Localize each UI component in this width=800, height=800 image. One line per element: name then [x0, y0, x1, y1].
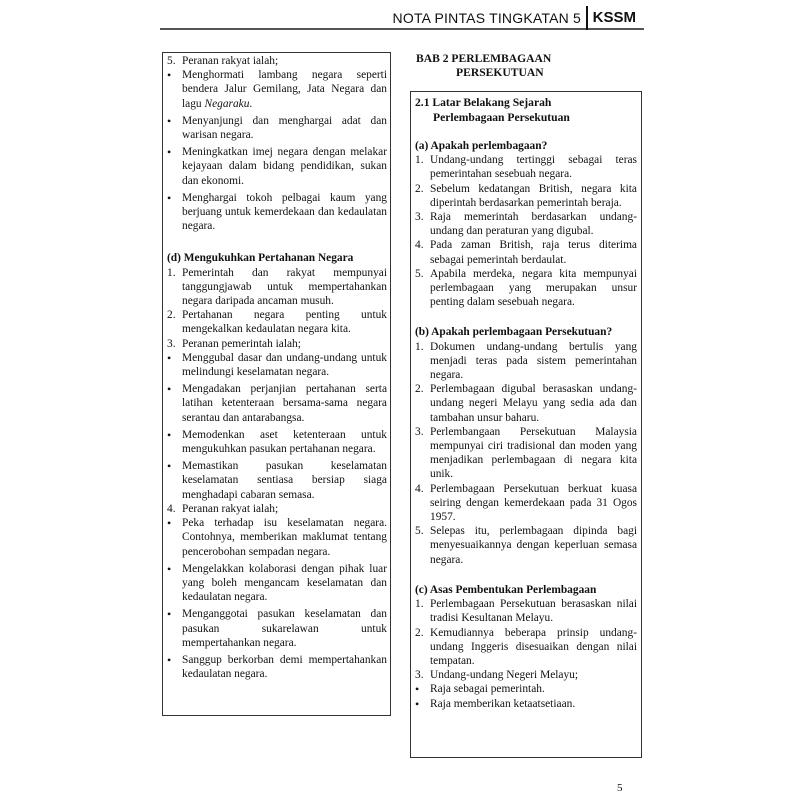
- list-text: Undang-undang tertinggi sebagai teras pemerintahan sesebuah negara.: [430, 154, 637, 181]
- bullet-marker: •: [167, 516, 172, 531]
- list-item: [415, 182, 637, 210]
- bullet-marker: •: [167, 68, 172, 83]
- bullet-marker: •: [167, 459, 172, 474]
- list-marker: 1.: [415, 598, 424, 611]
- list-marker: 2.: [415, 383, 424, 396]
- list-item: [167, 266, 387, 309]
- bullet-marker: •: [167, 382, 172, 397]
- bullet-marker: •: [167, 561, 172, 576]
- federal-constitution-list: [415, 340, 637, 567]
- list-marker: 2.: [415, 182, 424, 195]
- list-item: [167, 191, 387, 234]
- section-heading-b: (b) Apakah perlembagaan Persekutuan?: [415, 326, 613, 339]
- section-title: [415, 95, 637, 125]
- list-text: Pada zaman British, raja terus diterima sebagai pemerintah berdaulat.: [430, 239, 637, 266]
- list-marker: 4.: [415, 482, 424, 495]
- chapter-title-line2: PERSEKUTUAN: [456, 66, 544, 79]
- list-text: Menganggotai pasukan keselamatan dan pasukan sukarelawan untuk mempertahankan negara.: [182, 608, 387, 649]
- list-item: [415, 425, 637, 482]
- bullet-marker: •: [167, 145, 172, 160]
- list-marker: 5.: [167, 55, 176, 67]
- list-item: [415, 597, 637, 625]
- list-text: Perlembangaan Persekutuan Malaysia mempunyai ciri tradisional dan moden yang menjadikan perlembagaan di negara kita unik.: [430, 425, 637, 481]
- list-item: [167, 68, 387, 111]
- list-item: [415, 697, 637, 711]
- list-text: Meningkatkan imej negara dengan melakar kejayaan dalam bidang pendidikan, sukan dan ekonomi.: [182, 146, 387, 187]
- list-item: [415, 153, 637, 181]
- list-text: Raja memberikan ketaatsetiaan.: [430, 697, 576, 710]
- list-marker: 1.: [415, 340, 424, 353]
- right-notes-box: [410, 91, 642, 758]
- list-item: [415, 238, 637, 266]
- bullet-marker: •: [167, 427, 172, 442]
- list-item: [415, 267, 637, 310]
- list-item: [415, 482, 637, 525]
- list-text: Pertahanan negara penting untuk mengekalkan kedaulatan negara kita.: [182, 309, 387, 336]
- kssm-badge: KSSM: [592, 9, 636, 26]
- section-heading-d: (d) Mengukuhkan Pertahanan Negara: [167, 252, 354, 265]
- chapter-title-line1: BAB 2 PERLEMBAGAAN: [416, 52, 552, 65]
- list-text: Raja memerintah berdasarkan undang-undang dan peraturan yang digubal.: [430, 211, 637, 238]
- list-text: Peka terhadap isu keselamatan negara. Contohnya, memberikan maklumat tentang pencerobohan sempadan negara.: [182, 517, 387, 558]
- list-marker: 5.: [415, 267, 424, 280]
- page-header: [160, 6, 644, 30]
- page-number: 5: [617, 782, 623, 794]
- section-title-line2: Perlembagaan Persekutuan: [433, 111, 570, 124]
- list-text: Menyanjungi dan menghargai adat dan warisan negara.: [182, 114, 387, 142]
- list-text: Raja sebagai pemerintah.: [430, 683, 545, 696]
- list-item: [167, 114, 387, 142]
- section-heading-a: (a) Apakah perlembagaan?: [415, 140, 548, 152]
- list-text: Memastikan pasukan keselamatan keselamatan sentiasa bersiap siaga menghadapi cabaran semasa.: [182, 460, 387, 501]
- list-item: [167, 54, 387, 68]
- bullet-marker: •: [167, 113, 172, 128]
- list-text: Sebelum kedatangan British, negara kita diperintah berdasarkan pemerintah beraja.: [430, 182, 637, 209]
- list-marker: 3.: [415, 425, 424, 438]
- list-item: [167, 337, 387, 351]
- list-item: [167, 382, 387, 425]
- list-item: [167, 145, 387, 188]
- bullet-marker: •: [415, 696, 420, 711]
- list-item: [167, 459, 387, 502]
- list-text: Menghargai tokoh pelbagai kaum yang berjuang untuk kemerdekaan dan kedaulatan negara.: [182, 191, 387, 233]
- list-item: [167, 562, 387, 605]
- chapter-title: [416, 52, 551, 80]
- left-notes-box: [162, 52, 391, 716]
- list-item: [415, 210, 637, 238]
- list-item: [415, 382, 637, 425]
- list-item: [415, 626, 637, 669]
- list-text: Dokumen undang-undang bertulis yang menjadi teras pada sistem pemerintahan negara.: [430, 340, 637, 382]
- citizen-role-list: [167, 54, 387, 233]
- list-text: Perlembagaan Persekutuan berkuat kuasa seiring dengan kemerdekaan pada 31 Ogos 1957.: [430, 482, 637, 524]
- list-item: [167, 308, 387, 336]
- section-heading-c: (c) Asas Pembentukan Perlembagaan: [415, 583, 597, 596]
- header-divider: [586, 6, 588, 30]
- list-text: Peranan rakyat ialah;: [182, 55, 279, 67]
- list-text: Apabila merdeka, negara kita mempunyai perlembagaan yang merupakan unsur penting dalam sesebuah negara.: [430, 267, 637, 309]
- list-item: [415, 524, 637, 567]
- list-marker: 4.: [167, 502, 176, 515]
- list-text: Sanggup berkorban demi mempertahankan kedaulatan negara.: [182, 653, 387, 681]
- list-text: Kemudiannya beberapa prinsip undang-undang Inggeris disesuaikan dengan nilai tempatan.: [430, 626, 637, 667]
- list-text: Mengadakan perjanjian pertahanan serta latihan ketenteraan bersama-sama negara serantau dan antarabangsa.: [182, 383, 387, 424]
- list-item: [167, 502, 387, 516]
- list-marker: 3.: [167, 337, 176, 350]
- bullet-marker: •: [167, 652, 172, 667]
- list-text: Peranan pemerintah ialah;: [182, 337, 301, 350]
- list-item: [167, 607, 387, 650]
- list-text: Perlembagaan Persekutuan berasaskan nilai tradisi Kesultanan Melayu.: [430, 598, 637, 625]
- bullet-marker: •: [167, 190, 172, 205]
- list-text: Peranan rakyat ialah;: [182, 502, 279, 515]
- list-item: [167, 516, 387, 559]
- section-title-line1: 2.1 Latar Belakang Sejarah: [415, 96, 552, 109]
- list-item: [415, 340, 637, 383]
- constitution-basis-list: [415, 597, 637, 711]
- list-item: [415, 668, 637, 682]
- book-title: NOTA PINTAS TINGKATAN 5: [392, 10, 581, 26]
- list-marker: 1.: [167, 266, 176, 279]
- list-marker: 1.: [415, 154, 424, 167]
- list-text: Menggubal dasar dan undang-undang untuk melindungi keselamatan negara.: [182, 351, 387, 379]
- list-text: Pemerintah dan rakyat mempunyai tanggungjawab untuk mempertahankan negara daripada ancaman musuh.: [182, 266, 387, 308]
- list-marker: 4.: [415, 239, 424, 252]
- list-text: Memodenkan aset ketenteraan untuk mengukuhkan pasukan pertahanan negara.: [182, 428, 387, 456]
- constitution-list: [415, 153, 637, 309]
- list-marker: 3.: [415, 211, 424, 224]
- list-text: Selepas itu, perlembagaan dipinda bagi menyesuaikannya dengan keperluan semasa negara.: [430, 525, 637, 566]
- list-text: Mengelakkan kolaborasi dengan pihak luar yang boleh mengancam keselamatan dan kedaulatan negara.: [182, 562, 387, 604]
- list-marker: 2.: [415, 626, 424, 639]
- defence-list: [167, 266, 387, 682]
- bullet-marker: •: [415, 682, 420, 697]
- list-marker: 2.: [167, 309, 176, 322]
- bullet-marker: •: [167, 350, 172, 365]
- list-marker: 3.: [415, 669, 424, 682]
- list-text: Menghormati lambang negara seperti bendera Jalur Gemilang, Jata Negara dan lagu Negaraku.: [182, 69, 387, 110]
- list-item: [167, 653, 387, 681]
- list-marker: 5.: [415, 525, 424, 538]
- list-text: Undang-undang Negeri Melayu;: [430, 669, 579, 682]
- list-item: [167, 351, 387, 379]
- list-item: [415, 682, 637, 696]
- bullet-marker: •: [167, 607, 172, 622]
- list-text: Perlembagaan digubal berasaskan undang-undang negeri Melayu yang sedia ada dan tambahan unsur baharu.: [430, 383, 637, 424]
- list-item: [167, 428, 387, 456]
